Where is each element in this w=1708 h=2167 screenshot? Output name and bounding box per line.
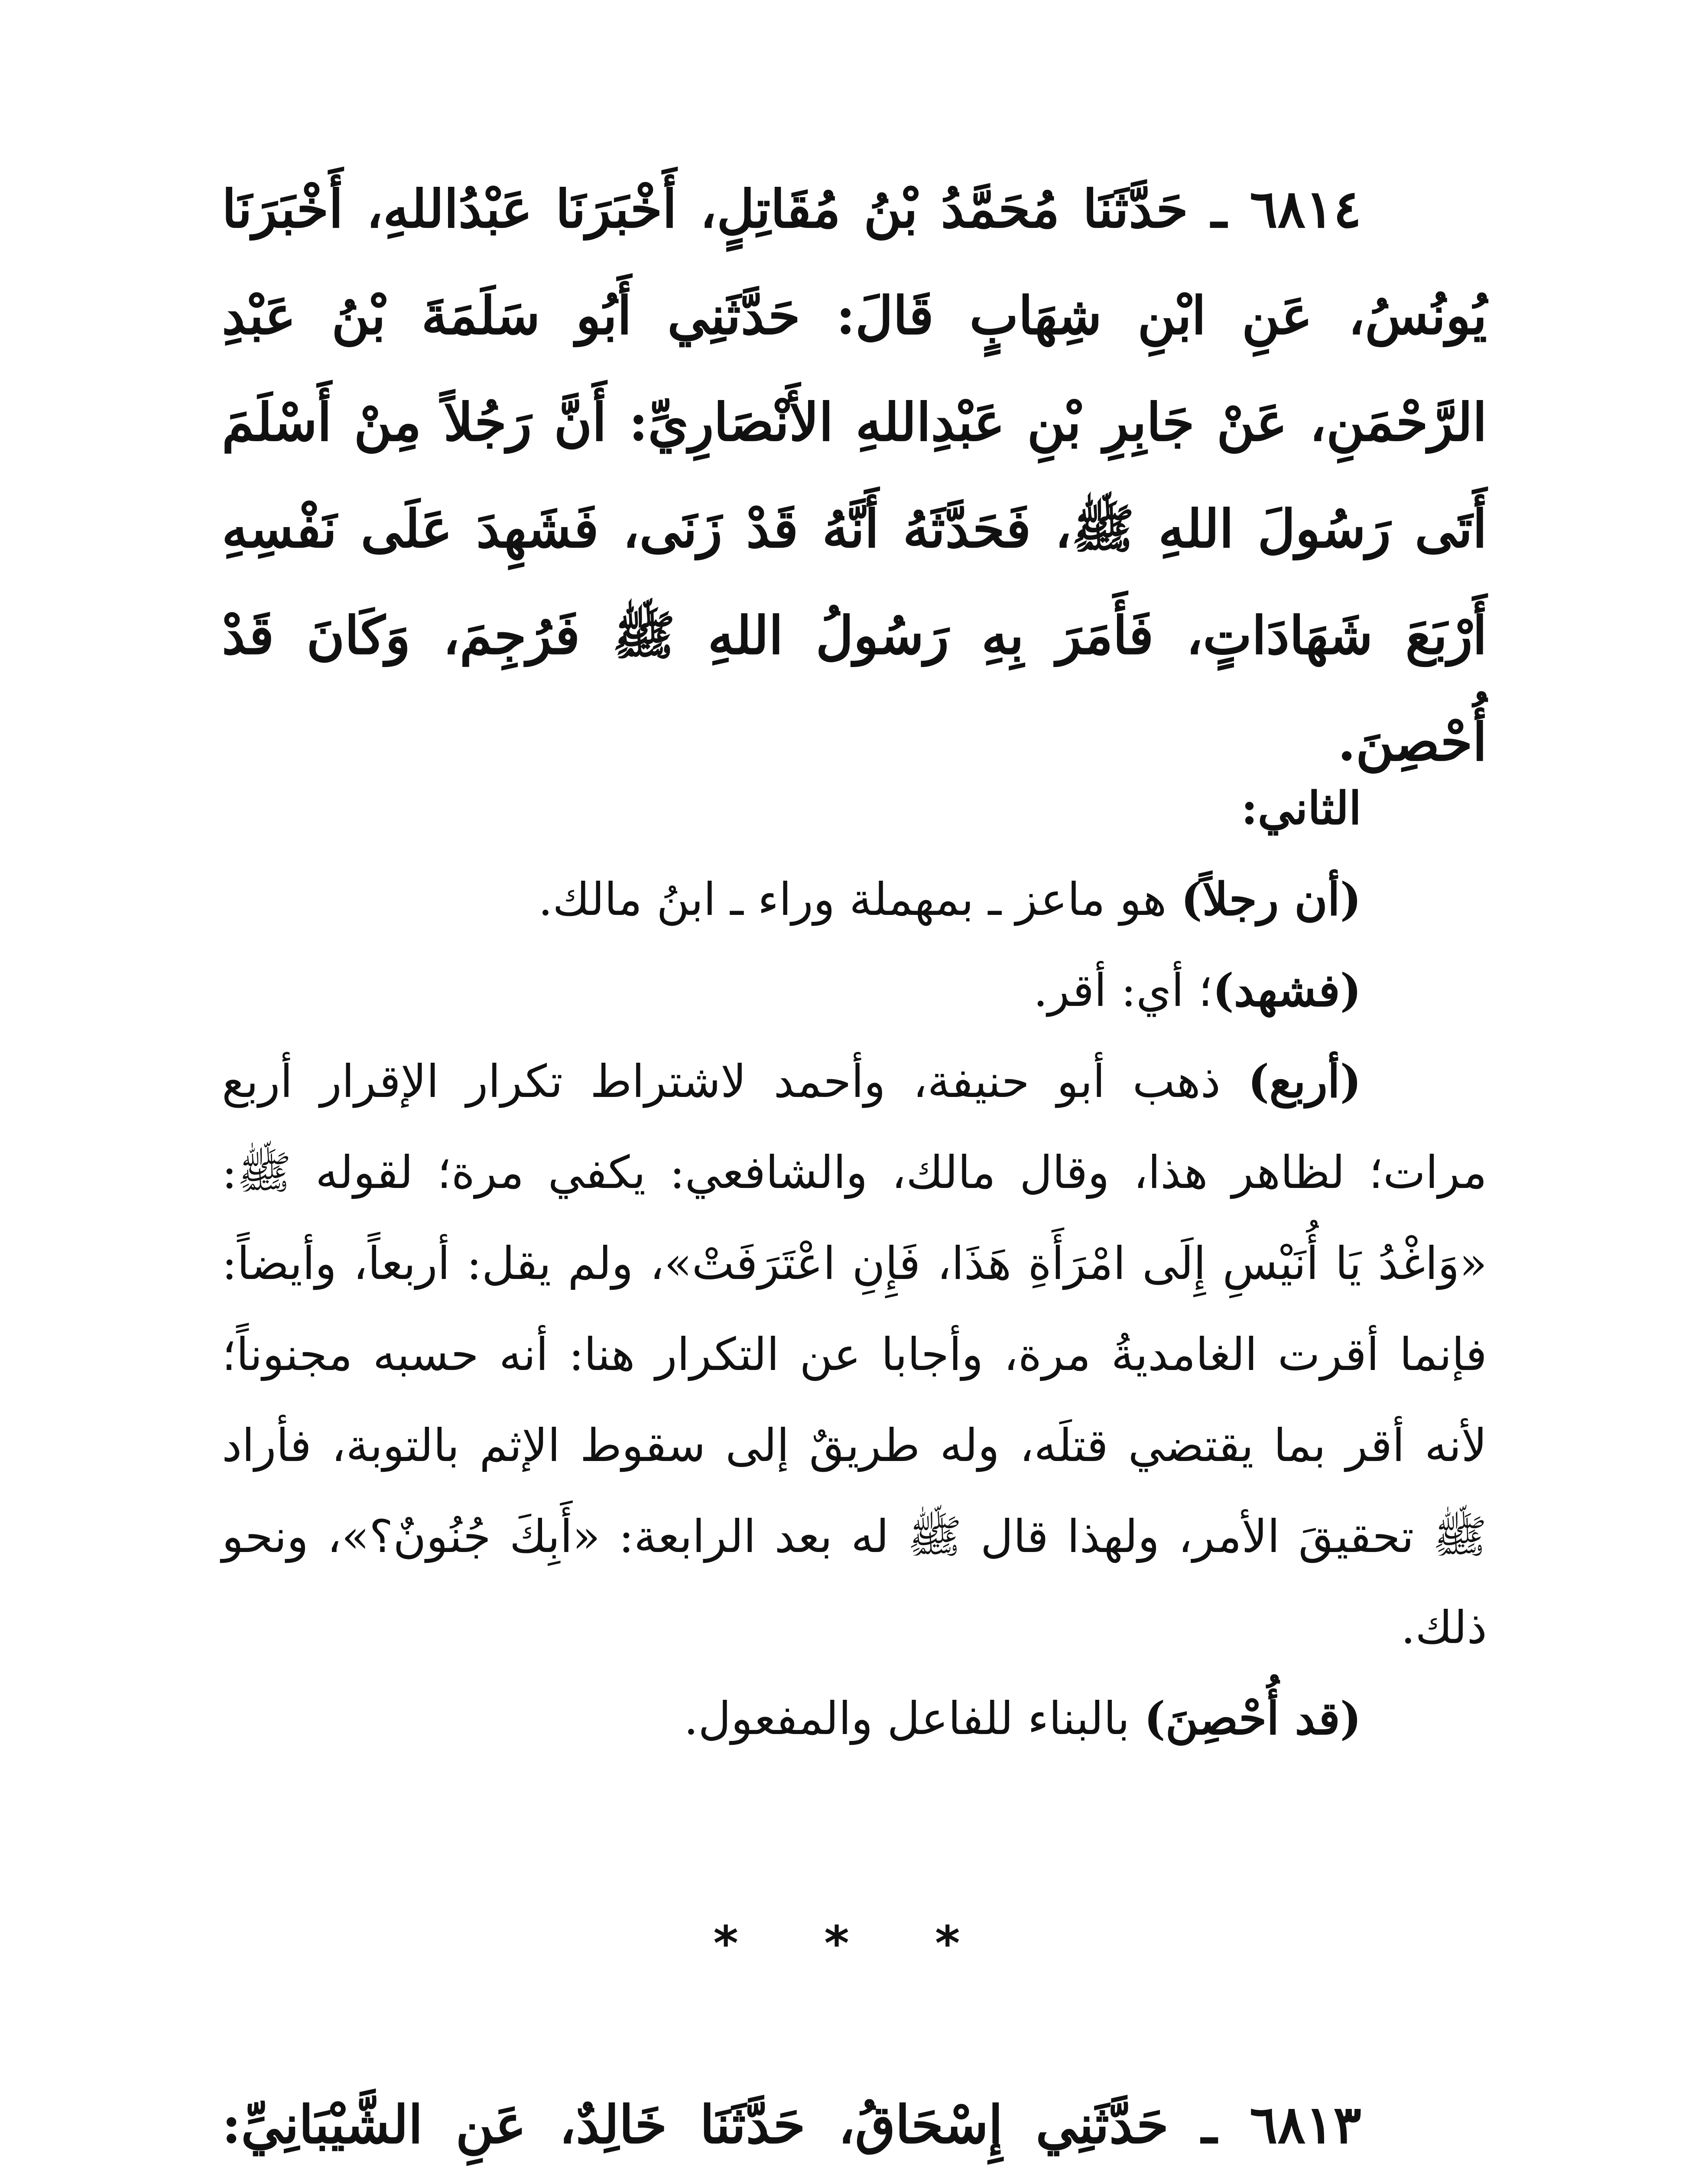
- section-label: الثاني:: [1241, 781, 1361, 835]
- hadith-number: ٦٨١٤: [1250, 179, 1361, 240]
- commentary-block: [222, 763, 1487, 1764]
- note-term: (قد أُحْصِنَ): [1144, 1692, 1361, 1745]
- note-term: (أربع): [1248, 1054, 1361, 1108]
- note-term: (فشهد): [1212, 963, 1361, 1017]
- note-text: ذهب أبو حنيفة، وأحمد لاشتراط تكرار الإقرار أربع مرات؛ لظاهر هذا، وقال مالك، والشافعي: يكفي مرة؛ لقوله ﷺ: «وَاغْدُ يَا أُنَيْسِ إِلَى امْرَأَةِ هَذَا، فَإِنِ اعْتَرَفَتْ»، ولم يقل: أربعاً، وأيضاً: فإنما أقرت الغامديةُ مرة، وأجابا عن التكرار هنا: أنه حسبه مجنوناً؛ لأنه أقر بما يقتضي قتلَه، وله طريقٌ إلى سقوط الإثم بالتوبة، فأراد ﷺ تحقيقَ الأمر، ولهذا قال ﷺ له بعد الرابعة: «أَبِكَ جُنُونٌ؟»، ونحو ذلك.: [222, 1055, 1487, 1654]
- commentary-note: [222, 945, 1487, 1036]
- note-text: ؛ أي: أقر.: [1033, 964, 1213, 1017]
- note-term: (أن رجلاً): [1181, 872, 1361, 926]
- hadith-6813: [222, 2072, 1487, 2167]
- section-separator: * * *: [713, 1916, 995, 1971]
- hadith-text: حَدَّثَنَا مُحَمَّدُ بْنُ مُقَاتِلٍ، أَخْبَرَنَا عَبْدُاللهِ، أَخْبَرَنَا يُونُسُ، عَنِ ابْنِ شِهَابٍ قَالَ: حَدَّثَنِي أَبُو سَلَمَةَ بْنُ عَبْدِ الرَّحْمَنِ، عَنْ جَابِرِ بْنِ عَبْدِاللهِ الأَنْصَارِيِّ: أَنَّ رَجُلاً مِنْ أَسْلَمَ أَتَى رَسُولَ اللهِ ﷺ، فَحَدَّثَهُ أَنَّهُ قَدْ زَنَى، فَشَهِدَ عَلَى نَفْسِهِ أَرْبَعَ شَهَادَاتٍ، فَأَمَرَ بِهِ رَسُولُ اللهِ ﷺ فَرُجِمَ، وَكَانَ قَدْ أُحْصِنَ.: [222, 179, 1487, 773]
- hadith-text: حَدَّثَنِي إِسْحَاقُ، حَدَّثَنَا خَالِدٌ، عَنِ الشَّيْبَانِيِّ:: [222, 2094, 1169, 2155]
- commentary-note: [222, 1673, 1487, 1764]
- commentary-note: [222, 854, 1487, 945]
- hadith-6814-paragraph: ٦٨١٤ ـ حَدَّثَنَا مُحَمَّدُ بْنُ مُقَاتِلٍ، أَخْبَرَنَا عَبْدُاللهِ، أَخْبَرَنَا يُونُسُ، عَنِ ابْنِ شِهَابٍ قَالَ: حَدَّثَنِي أَبُو سَلَمَةَ بْنُ عَبْدِ الرَّحْمَنِ، عَنْ جَابِرِ بْنِ عَبْدِاللهِ الأَنْصَارِيِّ: أَنَّ رَجُلاً مِنْ أَسْلَمَ أَتَى رَسُولَ اللهِ ﷺ، فَحَدَّثَهُ أَنَّهُ قَدْ زَنَى، فَشَهِدَ عَلَى نَفْسِهِ أَرْبَعَ شَهَادَاتٍ، فَأَمَرَ بِهِ رَسُولُ اللهِ ﷺ فَرُجِمَ، وَكَانَ قَدْ أُحْصِنَ.: [222, 179, 1487, 773]
- hadith-number: ٦٨١٣: [1250, 2094, 1361, 2155]
- note-text: بالبناء للفاعل والمفعول.: [684, 1692, 1130, 1745]
- commentary-note: [222, 1036, 1487, 1673]
- note-text: هو ماعز ـ بمهملة وراء ـ ابنُ مالك.: [538, 873, 1167, 926]
- hadith-6813-paragraph: ٦٨١٣ ـ حَدَّثَنِي إِسْحَاقُ، حَدَّثَنَا خَالِدٌ، عَنِ الشَّيْبَانِيِّ:: [222, 2072, 1487, 2167]
- hadith-6814: [222, 156, 1487, 796]
